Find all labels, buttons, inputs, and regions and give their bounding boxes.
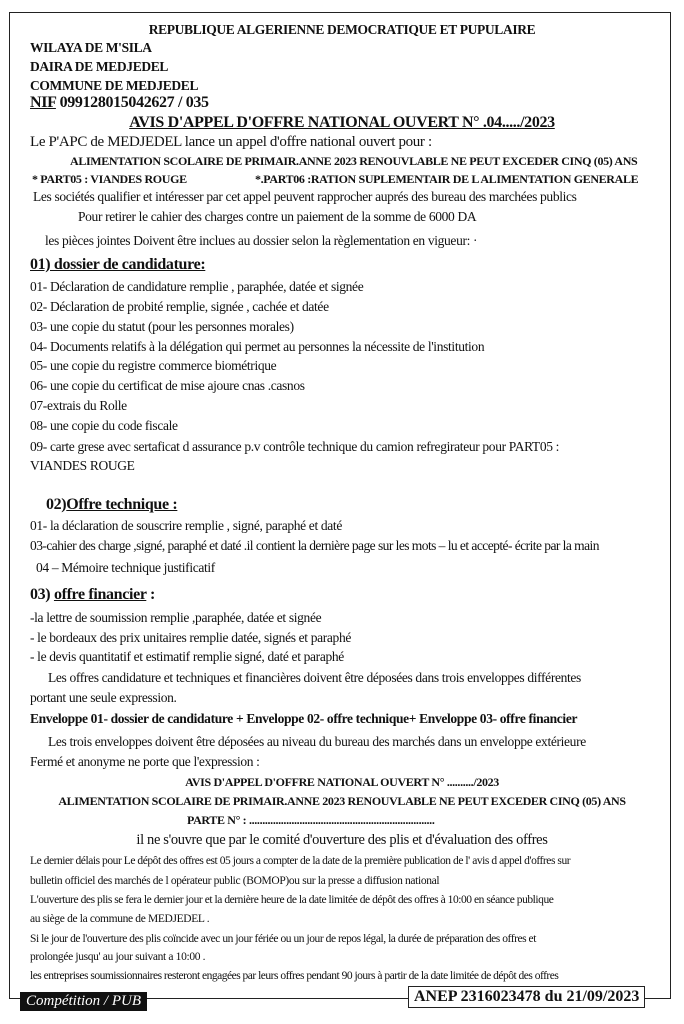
list-item: 02- Déclaration de probité remplie, signée , cachée et datée [30, 299, 329, 314]
nif-value: 099128015042627 / 035 [55, 94, 209, 111]
expression-title: AVIS D'APPEL D'OFFRE NATIONAL OUVERT N° ........../2023 [185, 775, 499, 789]
section3-title [30, 587, 155, 603]
pieces-text: les pièces jointes Doivent être inclues au dossier selon la règlementation en vigueur: · [45, 233, 478, 248]
list-item: 04 – Mémoire technique justificatif [36, 560, 215, 575]
deadline-text-cont: bulletin officiel des marchés de l opérateur public (BOMOP)ou sur la presse a diffusion national [30, 875, 440, 887]
commune: COMMUNE DE MEDJEDEL [30, 78, 199, 93]
list-item: 04- Documents relatifs à la délégation qui permet au personnes la nécessite de l'institution [30, 339, 485, 354]
outer-envelope-text-cont: Fermé et anonyme ne porte que l'expression : [30, 754, 260, 769]
opening-text-cont: au siège de la commune de MEDJEDEL . [30, 913, 210, 925]
section3-colon: : [146, 586, 155, 603]
list-item: - le devis quantitatif et estimatif remplie signé, daté et paraphé [30, 649, 344, 664]
list-item: 05- une copie du registre commerce biométrique [30, 358, 277, 373]
section2-number: 02) [46, 496, 67, 513]
wilaya: WILAYA DE M'SILA [30, 40, 152, 55]
list-item: 09- carte grese avec sertaficat d assurance p.v contrôle technique du camion refregirateur pour PART05 : [30, 439, 560, 454]
section3-number: 03) [30, 586, 54, 603]
launch-text: Le P'APC de MEDJEDEL lance un appel d'offre national ouvert pour : [30, 134, 432, 150]
list-item: -la lettre de soumission remplie ,paraphée, datée et signée [30, 610, 322, 625]
validity-text: les entreprises soumissionnaires resteront engagées par leurs offres pendant 90 jours à partir de la date limitée de dépôt des offres [30, 970, 559, 982]
list-item: 07-extrais du Rolle [30, 398, 127, 413]
notice-title: AVIS D'APPEL D'OFFRE NATIONAL OUVERT N° .04...../2023 [129, 114, 555, 131]
section1-title: 01) dossier de candidature: [30, 256, 206, 273]
object-text: ALIMENTATION SCOLAIRE DE PRIMAIR.ANNE 2023 RENOUVLABLE NE PEUT EXCEDER CINQ (05) ANS [70, 154, 638, 168]
expression-opening: il ne s'ouvre que par le comité d'ouverture des plis et d'évaluation des offres [136, 832, 548, 848]
list-item: 03-cahier des charge ,signé, paraphé et daté .il contient la dernière page sur les mots – lu et accepté- écrite par la main [30, 538, 599, 553]
daira: DAIRA DE MEDJEDEL [30, 59, 169, 74]
section3-label: offre financier [53, 586, 147, 603]
section2-title [46, 497, 177, 513]
list-item: 01- Déclaration de candidature remplie , paraphée, datée et signée [30, 279, 364, 294]
outer-envelope-text: Les trois enveloppes doivent être déposées au niveau du bureau des marchés dans un enveloppe extérieure [48, 734, 586, 749]
nif [30, 95, 209, 111]
section2-label: Offre technique : [66, 496, 178, 513]
holiday-text-cont: prolongée jusqu' au jour suivant a 10:00 . [30, 951, 206, 963]
list-item: VIANDES ROUGE [30, 458, 135, 473]
payment-text: Pour retirer le cahier des charges contre un paiement de la somme de 6000 DA [78, 209, 477, 224]
list-item: 06- une copie du certificat de mise ajoure cnas .casnos [30, 378, 305, 393]
part05-label: * PART05 : VIANDES ROUGE [32, 172, 187, 186]
expression-part: PARTE N° : ...................................................................... [187, 813, 435, 827]
offers-text: Les offres candidature et techniques et financières doivent être déposées dans trois enveloppes différentes [48, 670, 581, 685]
holiday-text: Si le jour de l'ouverture des plis coïncide avec un jour fériée ou un jour de repos légal, la durée de préparation des offres et [30, 933, 536, 945]
list-item: 01- la déclaration de souscrire remplie , signé, paraphé et daté [30, 518, 342, 533]
list-item: - le bordeaux des prix unitaires remplie datée, signés et paraphé [30, 630, 351, 645]
envelopes-text: Enveloppe 01- dossier de candidature + Enveloppe 02- offre technique+ Enveloppe 03- offre financier [30, 711, 578, 726]
nif-label: NIF [30, 94, 56, 111]
opening-text: L'ouverture des plis se fera le dernier jour et la dernière heure de la date limitée de dépôt des offres à 10:00 en séance publique [30, 894, 554, 906]
republic-heading: REPUBLIQUE ALGERIENNE DEMOCRATIQUE ET PUPULAIRE [148, 22, 536, 37]
list-item: 08- une copie du code fiscale [30, 418, 178, 433]
anep-reference: ANEP 2316023478 du 21/09/2023 [408, 986, 645, 1008]
part06-label: *.PART06 :RATION SUPLEMENTAIR DE L ALIMENTATION GENERALE [255, 172, 639, 186]
list-item: 03- une copie du statut (pour les personnes morales) [30, 319, 294, 334]
expression-object: ALIMENTATION SCOLAIRE DE PRIMAIR.ANNE 2023 RENOUVLABLE NE PEUT EXCEDER CINQ (05) ANS [58, 794, 626, 808]
deadline-text: Le dernier délais pour Le dépôt des offres est 05 jours a compter de la date de la première publication de l' avis d appel d'offres sur [30, 855, 571, 867]
qualified-text: Les sociétés qualifier et intéresser par cet appel peuvent rapprocher auprés des bureau des marchées publics [33, 189, 577, 204]
category-tag: Compétition / PUB [20, 992, 147, 1011]
offers-text-cont: portant une seule expression. [30, 690, 177, 705]
